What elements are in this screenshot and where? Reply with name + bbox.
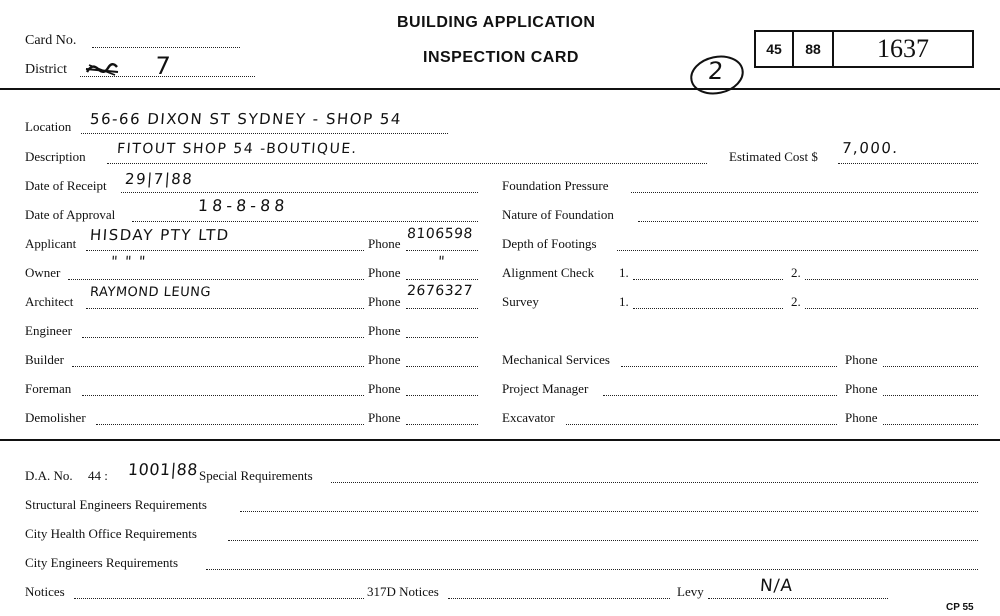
alignment-check-label: Alignment Check <box>502 265 595 280</box>
special-requirements-label: Special Requirements <box>199 468 313 483</box>
applicant-value: HISDAY PTY LTD <box>89 226 231 244</box>
owner-phone-field[interactable] <box>406 279 478 280</box>
notices-field[interactable] <box>74 598 364 599</box>
requirements-divider <box>0 439 1000 441</box>
approval-label: Date of Approval <box>25 207 116 222</box>
location-field[interactable] <box>81 133 448 134</box>
survey-2-field[interactable] <box>805 308 978 309</box>
city-engineers-label: City Engineers Requirements <box>25 555 179 570</box>
survey-num1: 1. <box>619 294 629 309</box>
notices-317d-label: 317D Notices <box>367 584 439 599</box>
demolisher-phone-field[interactable] <box>406 424 478 425</box>
architect-label: Architect <box>25 294 74 309</box>
mechanical-phone-label: Phone <box>845 352 878 367</box>
builder-phone-label: Phone <box>368 352 401 367</box>
excavator-phone-label: Phone <box>845 410 878 425</box>
estimated-cost-label: Estimated Cost $ <box>729 149 818 164</box>
card-no-label: Card No. <box>25 33 77 48</box>
district-value: 7 <box>154 52 173 80</box>
excavator-field[interactable] <box>566 424 837 425</box>
foreman-label: Foreman <box>25 381 72 396</box>
receipt-value: 29|7|88 <box>124 170 194 188</box>
engineer-phone-field[interactable] <box>406 337 478 338</box>
owner-phone-label: Phone <box>368 265 401 280</box>
depth-footings-label: Depth of Footings <box>502 236 597 251</box>
survey-num2: 2. <box>791 294 801 309</box>
owner-label: Owner <box>25 265 61 280</box>
form-code: CP 55 <box>946 602 974 613</box>
mechanical-field[interactable] <box>621 366 837 367</box>
levy-field[interactable] <box>708 598 888 599</box>
applicant-phone-field[interactable] <box>406 250 478 251</box>
demolisher-field[interactable] <box>96 424 364 425</box>
project-manager-label: Project Manager <box>502 381 589 396</box>
architect-phone-label: Phone <box>368 294 401 309</box>
location-label: Location <box>25 119 72 134</box>
owner-phone-value: " <box>437 254 447 270</box>
foreman-field[interactable] <box>82 395 364 396</box>
architect-phone-field[interactable] <box>406 308 478 309</box>
builder-label: Builder <box>25 352 64 367</box>
da-value: 1001|88 <box>127 460 199 479</box>
da-label: D.A. No. <box>25 468 73 483</box>
engineer-phone-label: Phone <box>368 323 401 338</box>
card-number-box: 1637 <box>832 30 974 68</box>
mechanical-label: Mechanical Services <box>502 352 610 367</box>
excavator-phone-field[interactable] <box>883 424 978 425</box>
structural-label: Structural Engineers Requirements <box>25 497 207 512</box>
applicant-phone-label: Phone <box>368 236 401 251</box>
code-box-1: 45 <box>754 30 794 68</box>
structural-field[interactable] <box>240 511 978 512</box>
mechanical-phone-field[interactable] <box>883 366 978 367</box>
header-divider <box>0 88 1000 90</box>
struck-out-scribble <box>84 60 120 78</box>
estimated-cost-field[interactable] <box>838 163 978 164</box>
architect-field[interactable] <box>86 308 364 309</box>
notices-317d-field[interactable] <box>448 598 670 599</box>
applicant-label: Applicant <box>25 236 77 251</box>
depth-footings-field[interactable] <box>617 250 978 251</box>
receipt-field[interactable] <box>121 192 478 193</box>
builder-field[interactable] <box>72 366 364 367</box>
health-field[interactable] <box>228 540 978 541</box>
receipt-label: Date of Receipt <box>25 178 107 193</box>
foreman-phone-field[interactable] <box>406 395 478 396</box>
builder-phone-field[interactable] <box>406 366 478 367</box>
alignment-num2: 2. <box>791 265 801 280</box>
approval-value: 18-8-88 <box>197 196 290 215</box>
excavator-label: Excavator <box>502 410 555 425</box>
project-manager-field[interactable] <box>603 395 837 396</box>
demolisher-phone-label: Phone <box>368 410 401 425</box>
engineer-label: Engineer <box>25 323 72 338</box>
project-manager-phone-field[interactable] <box>883 395 978 396</box>
alignment-num1: 1. <box>619 265 629 280</box>
foundation-pressure-field[interactable] <box>631 192 978 193</box>
card-no-field[interactable] <box>92 47 240 48</box>
engineer-field[interactable] <box>82 337 364 338</box>
foundation-pressure-label: Foundation Pressure <box>502 178 609 193</box>
district-label: District <box>25 62 67 77</box>
da-prefix: 44 : <box>88 468 108 483</box>
special-requirements-field[interactable] <box>331 482 978 483</box>
applicant-field[interactable] <box>86 250 364 251</box>
description-field[interactable] <box>107 163 707 164</box>
description-label: Description <box>25 149 86 164</box>
health-label: City Health Office Requirements <box>25 526 197 541</box>
survey-label: Survey <box>502 294 539 309</box>
levy-label: Levy <box>677 584 704 599</box>
title-line2: INSPECTION CARD <box>423 49 579 66</box>
survey-1-field[interactable] <box>633 308 783 309</box>
description-value: FITOUT SHOP 54 -BOUTIQUE. <box>116 141 359 157</box>
notices-label: Notices <box>25 584 65 599</box>
location-value: 56-66 DIXON ST SYDNEY - SHOP 54 <box>89 110 403 128</box>
architect-phone-value: 2676327 <box>406 283 474 299</box>
owner-value: " " " <box>110 254 148 270</box>
project-manager-phone-label: Phone <box>845 381 878 396</box>
circled-mark-value: 2 <box>707 57 725 85</box>
architect-value: RAYMOND LEUNG <box>89 285 212 300</box>
nature-foundation-field[interactable] <box>638 221 978 222</box>
estimated-cost-value: 7,000. <box>841 139 900 157</box>
city-engineers-field[interactable] <box>206 569 978 570</box>
alignment-check-2-field[interactable] <box>805 279 978 280</box>
foreman-phone-label: Phone <box>368 381 401 396</box>
levy-value: N/A <box>759 576 794 596</box>
owner-field[interactable] <box>68 279 364 280</box>
demolisher-label: Demolisher <box>25 410 86 425</box>
approval-field[interactable] <box>132 221 478 222</box>
alignment-check-1-field[interactable] <box>633 279 783 280</box>
code-box-2: 88 <box>792 30 834 68</box>
nature-foundation-label: Nature of Foundation <box>502 207 614 222</box>
title-line1: BUILDING APPLICATION <box>397 14 596 31</box>
applicant-phone-value: 8106598 <box>406 226 474 242</box>
